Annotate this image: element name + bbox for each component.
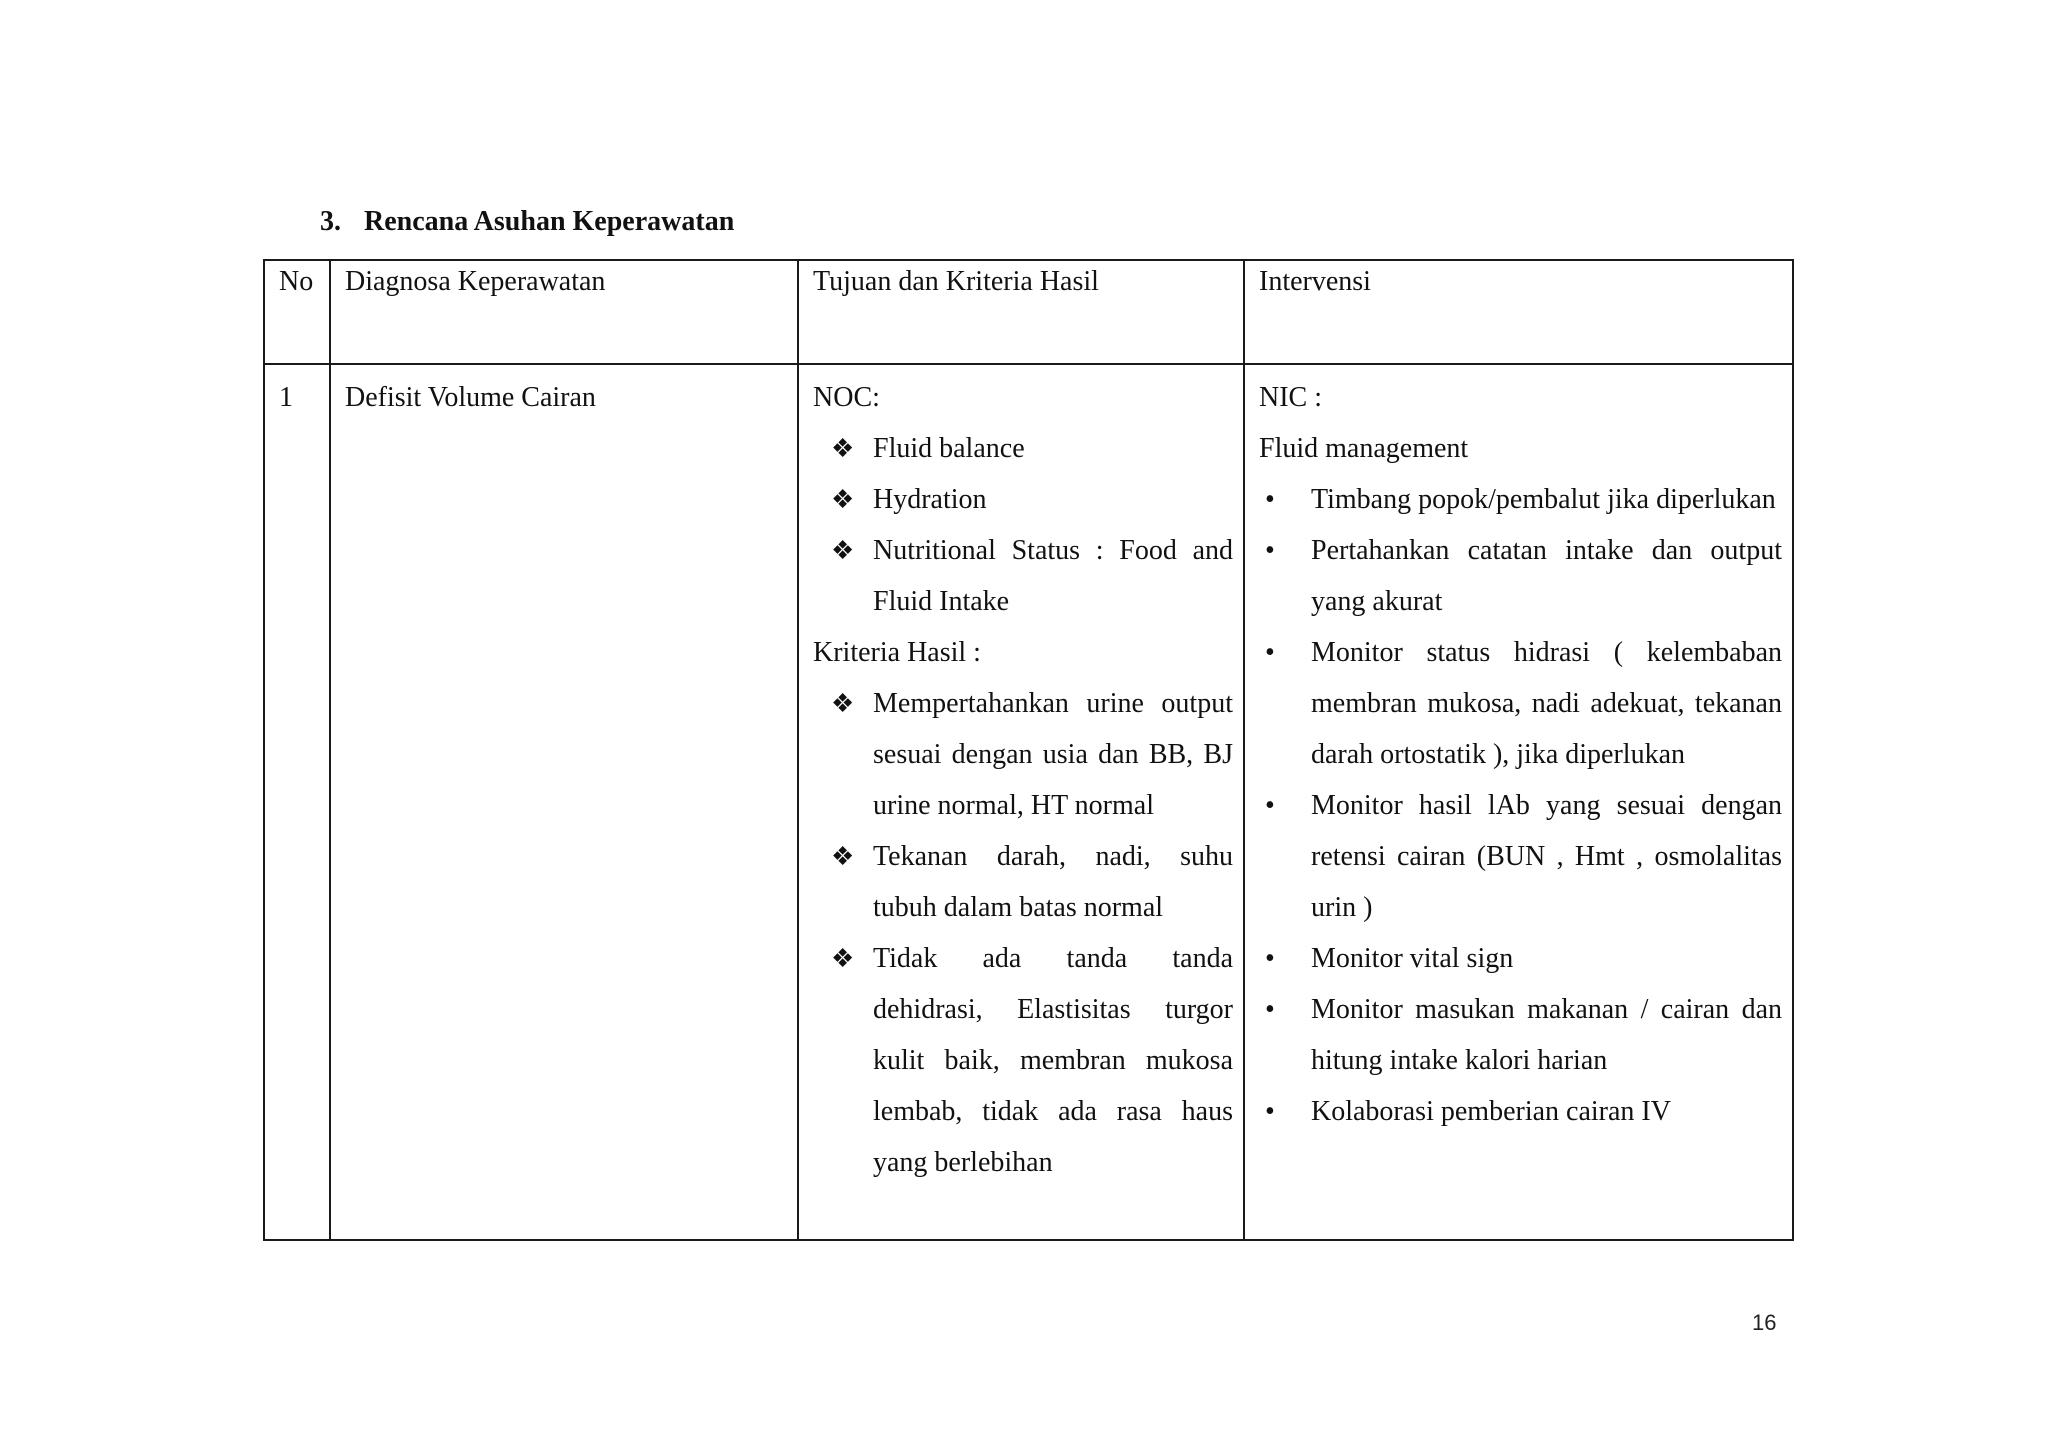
header-interventions-cell xyxy=(1244,260,1793,364)
intervention-item: • Monitor masukan makanan / cairan dan hitung intake kalori harian xyxy=(1259,984,1782,1086)
header-goals: Tujuan dan Kriteria Hasil xyxy=(813,266,1099,297)
nic-label: NIC : xyxy=(1259,382,1322,413)
dot-bullet-icon: • xyxy=(1265,1096,1275,1127)
criteria-list xyxy=(813,678,1233,1188)
row-goals-cell xyxy=(798,364,1244,1240)
page-number: 16 xyxy=(1752,1310,1777,1335)
noc-label: NOC: xyxy=(813,382,880,413)
noc-list xyxy=(813,423,1233,627)
intervention-item: • Monitor hasil lAb yang sesuai dengan retensi cairan (BUN , Hmt , osmolalitas urin ) xyxy=(1259,780,1782,933)
criteria-item: ❖ Tekanan darah, nadi, suhu tubuh dalam batas normal xyxy=(813,831,1233,933)
dot-bullet-icon: • xyxy=(1265,790,1275,821)
nic-subheading: Fluid management xyxy=(1259,433,1469,464)
header-no-cell xyxy=(264,260,330,364)
diamond-bullet-icon: ❖ xyxy=(831,536,855,565)
section-number: 3. xyxy=(320,206,341,237)
row-no-cell xyxy=(264,364,330,1240)
criteria-item: ❖ Tidak ada tanda tanda dehidrasi, Elastisitas turgor kulit baik, membran mukosa lembab, tidak ada rasa haus yang berlebihan xyxy=(813,933,1233,1188)
diagnosis-text: Defisit Volume Cairan xyxy=(345,382,596,413)
intervention-item: • Timbang popok/pembalut jika diperlukan xyxy=(1259,474,1782,525)
table-header-row xyxy=(264,260,1793,364)
criteria-label: Kriteria Hasil : xyxy=(813,637,981,668)
nursing-care-plan-table xyxy=(263,259,1794,1241)
intervention-item: • Monitor status hidrasi ( kelembaban membran mukosa, nadi adekuat, tekanan darah ortostatik ), jika diperlukan xyxy=(1259,627,1782,780)
header-diagnosis-cell xyxy=(330,260,798,364)
section-heading xyxy=(320,206,734,238)
diamond-bullet-icon: ❖ xyxy=(831,485,855,514)
noc-item: ❖ Fluid balance xyxy=(813,423,1233,474)
dot-bullet-icon: • xyxy=(1265,484,1275,515)
header-no: No xyxy=(279,266,314,297)
table-row xyxy=(264,364,1793,1240)
intervention-list xyxy=(1259,474,1782,1137)
row-number: 1 xyxy=(279,382,293,413)
row-interventions-cell xyxy=(1244,364,1793,1240)
header-goals-cell xyxy=(798,260,1244,364)
intervention-item: • Kolaborasi pemberian cairan IV xyxy=(1259,1086,1782,1137)
intervention-item: • Monitor vital sign xyxy=(1259,933,1782,984)
header-interventions: Intervensi xyxy=(1259,266,1371,297)
diamond-bullet-icon: ❖ xyxy=(831,944,855,973)
header-diagnosis: Diagnosa Keperawatan xyxy=(345,266,606,297)
diamond-bullet-icon: ❖ xyxy=(831,842,855,871)
intervention-item: • Pertahankan catatan intake dan output yang akurat xyxy=(1259,525,1782,627)
dot-bullet-icon: • xyxy=(1265,535,1275,566)
noc-item: ❖ Hydration xyxy=(813,474,1233,525)
diamond-bullet-icon: ❖ xyxy=(831,689,855,718)
diamond-bullet-icon: ❖ xyxy=(831,434,855,463)
dot-bullet-icon: • xyxy=(1265,637,1275,668)
dot-bullet-icon: • xyxy=(1265,943,1275,974)
row-diagnosis-cell xyxy=(330,364,798,1240)
section-title: Rencana Asuhan Keperawatan xyxy=(364,206,735,237)
noc-item: ❖ Nutritional Status : Food and Fluid Intake xyxy=(813,525,1233,627)
dot-bullet-icon: • xyxy=(1265,994,1275,1025)
criteria-item: ❖ Mempertahankan urine output sesuai dengan usia dan BB, BJ urine normal, HT normal xyxy=(813,678,1233,831)
